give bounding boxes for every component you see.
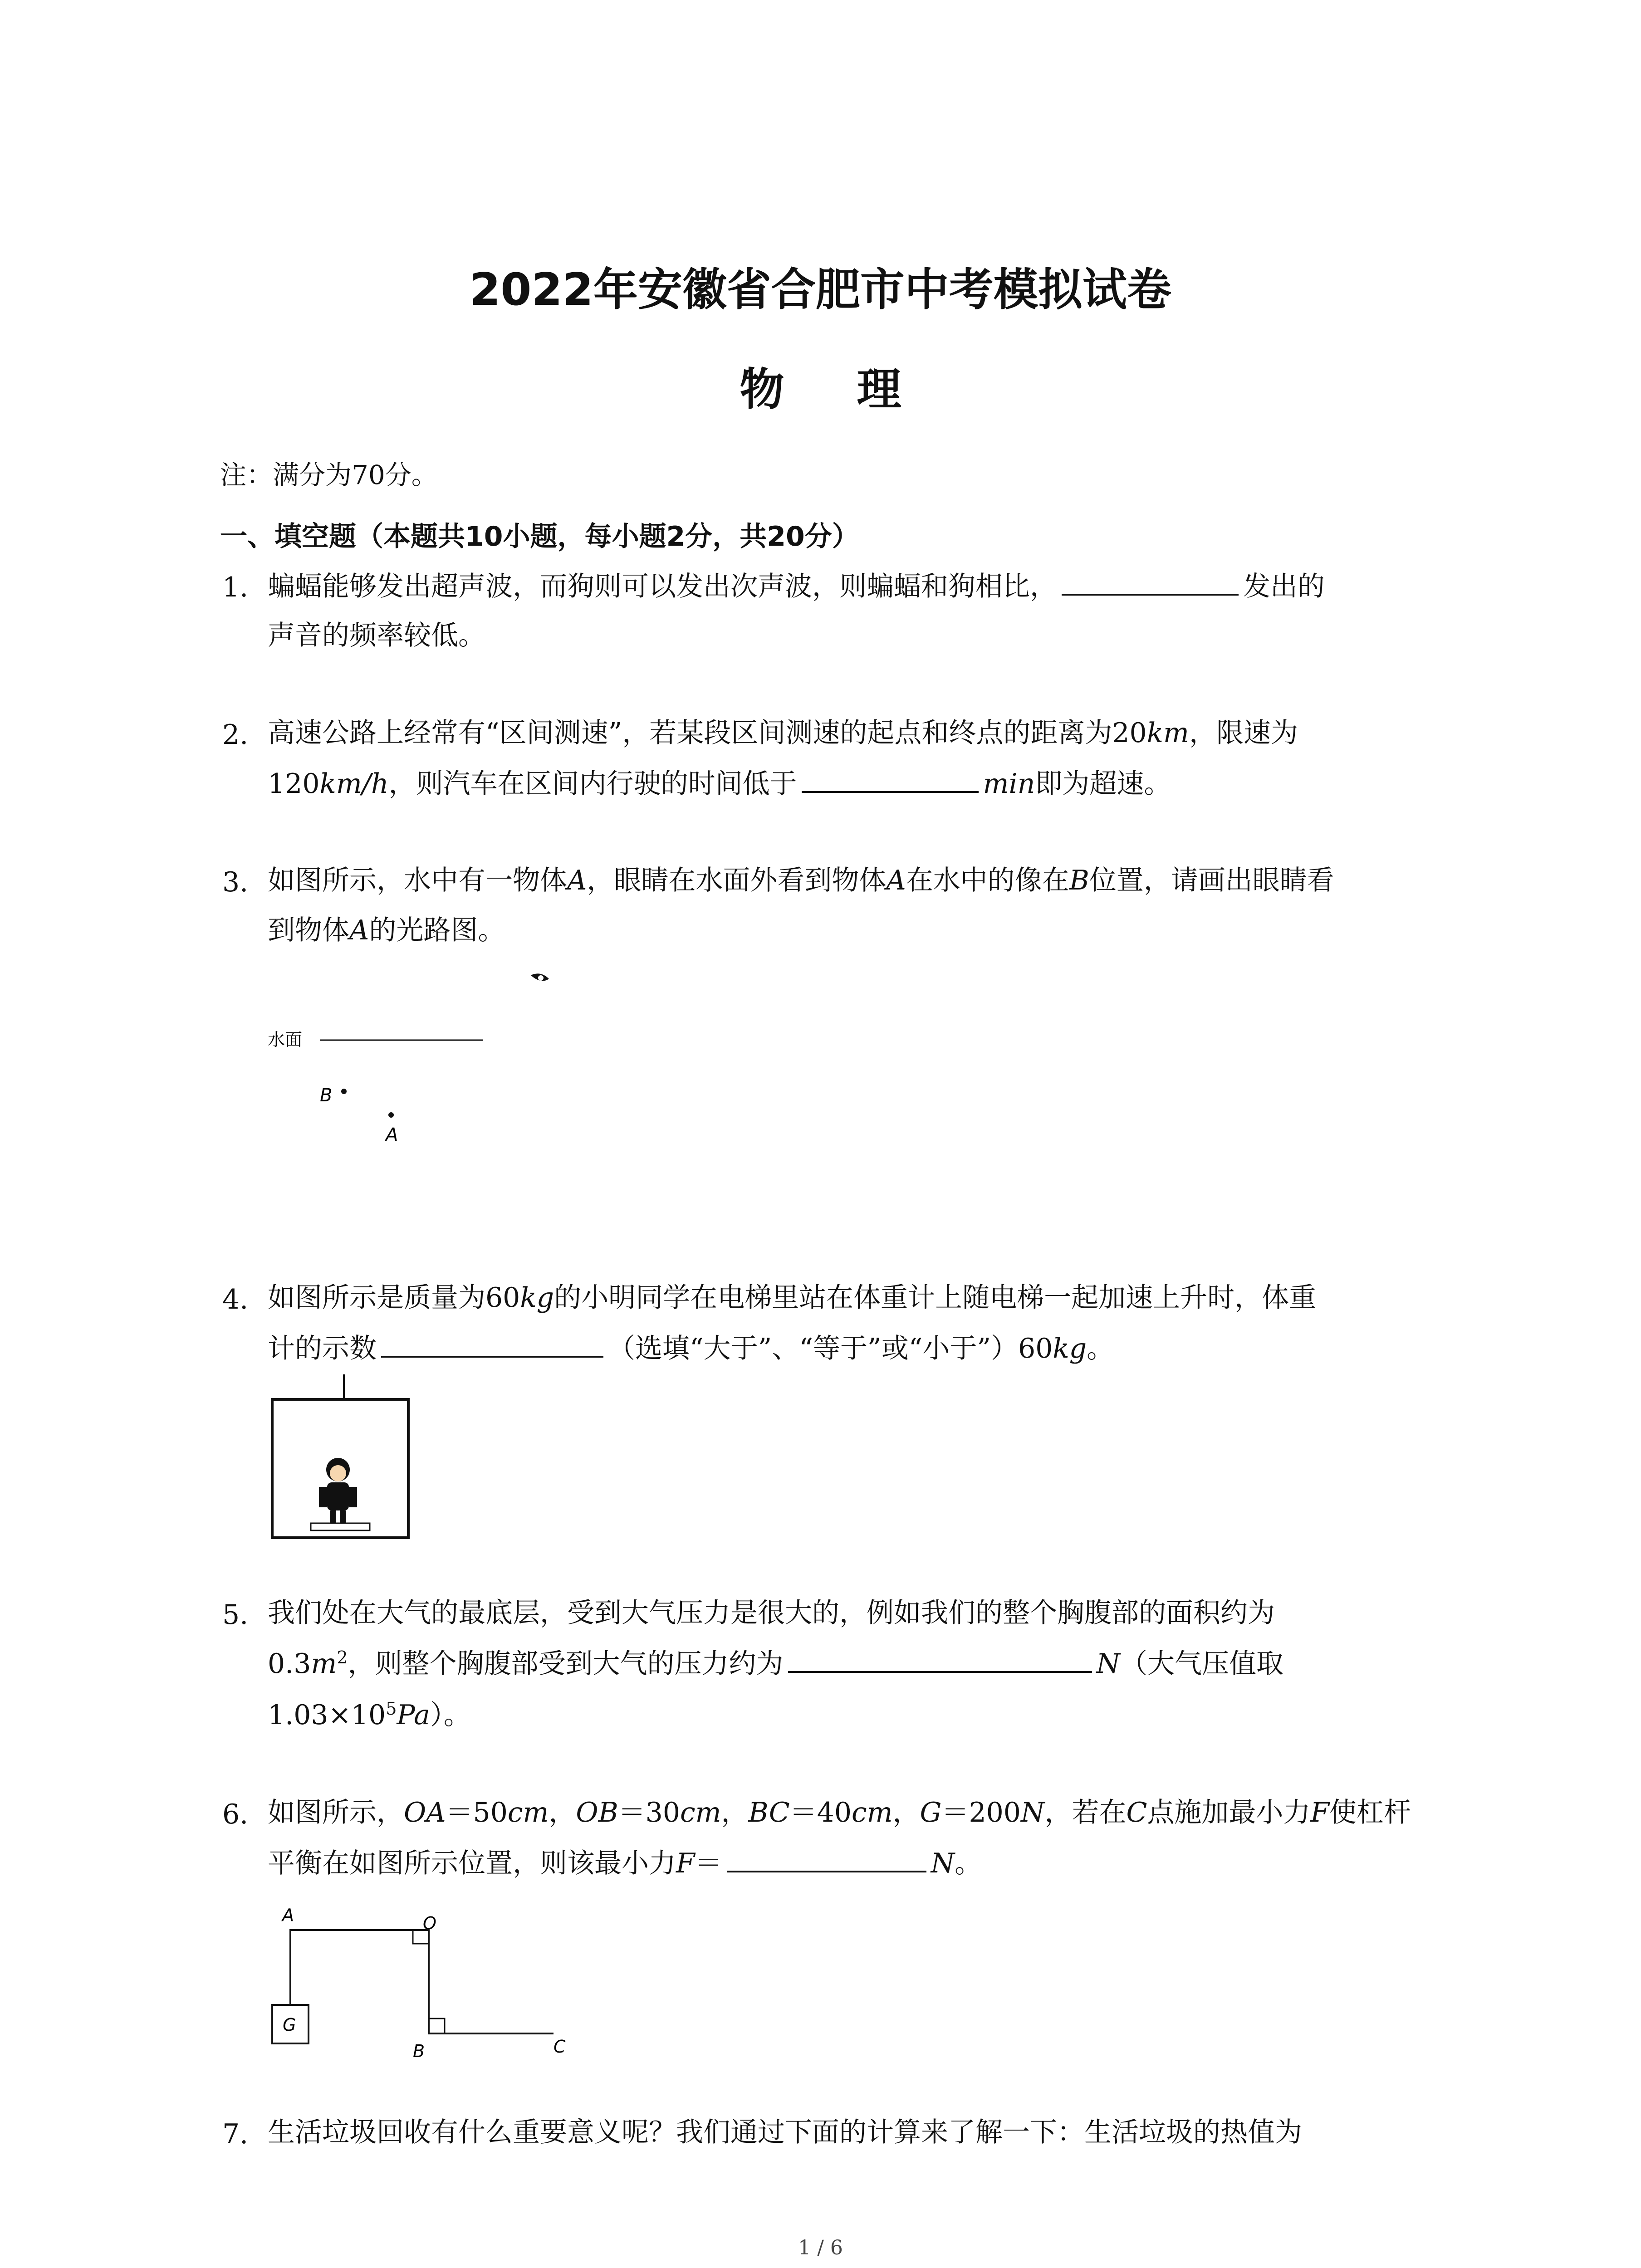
section-heading: 一、填空题（本题共10小题，每小题2分，共20分） [220, 521, 859, 552]
question-number: 7. [222, 2118, 249, 2150]
answer-blank[interactable] [727, 1846, 926, 1872]
question-number: 4. [222, 1284, 249, 1315]
question-text: 如图所示，水中有一物体A，眼睛在水面外看到物体A在水中的像在B位置，请画出眼睛看 [268, 865, 1334, 896]
page-number: 1 / 6 [798, 2236, 843, 2259]
point-a [388, 1112, 394, 1118]
right-angle-mark [429, 2019, 445, 2033]
question-text: 如图所示，OA＝50cm，OB＝30cm，BC＝40cm，G＝200N，若在C点施加最小力F使杠杆 [268, 1797, 1411, 1828]
answer-blank[interactable] [381, 1331, 603, 1358]
light-refraction-figure [259, 957, 622, 1161]
answer-blank[interactable] [1062, 569, 1239, 596]
question-text: 蝙蝠能够发出超声波，而狗则可以发出次声波，则蝙蝠和狗相比， 发出的 [268, 569, 1325, 603]
question-text: $0.3m^2$，则整个胸腹部受到大气的压力约为 N（大气压值取 [268, 1647, 1284, 1680]
question-text: 高速公路上经常有“区间测速”，若某段区间测速的起点和终点的距离为20km，限速为 [268, 717, 1298, 749]
question-number: 3. [222, 866, 249, 898]
water-surface-label: 水面 [268, 1030, 303, 1050]
answer-blank[interactable] [802, 767, 979, 793]
question-text: 声音的频率较低。 [268, 620, 485, 651]
page-title: 2022年安徽省合肥市中考模拟试卷 [470, 264, 1171, 316]
score-note: 注：满分为70分。 [220, 459, 438, 490]
scale [311, 1523, 370, 1530]
weight-label: G [283, 2015, 296, 2035]
point-b-label: B [320, 1085, 333, 1106]
point-b-label: B [413, 2041, 425, 2061]
question-number: 1. [222, 572, 249, 603]
student-figure [319, 1458, 357, 1523]
point-a-label: A [282, 1905, 294, 1925]
subject-title: 物理 [740, 364, 974, 415]
question-text: 我们处在大气的最底层，受到大气压力是很大的，例如我们的整个胸腹部的面积约为 [268, 1597, 1275, 1629]
question-text: 如图所示是质量为60kg的小明同学在电梯里站在体重计上随电梯一起加速上升时，体重 [268, 1282, 1317, 1314]
point-o-label: O [423, 1913, 436, 1933]
question-text: 120km/h，则汽车在区间内行驶的时间低于 min即为超速。 [268, 767, 1171, 800]
lever-figure [263, 1903, 590, 2066]
question-text: $1.03\times 10^5Pa$）。 [268, 1699, 471, 1731]
point-b [341, 1089, 347, 1094]
elevator-figure [270, 1374, 415, 1542]
question-number: 2. [222, 719, 249, 751]
question-number: 5. [222, 1599, 249, 1631]
question-text: 生活垃圾回收有什么重要意义呢？我们通过下面的计算来了解一下：生活垃圾的热值为 [268, 2116, 1302, 2148]
question-text: 计的示数 （选填“大于”、“等于”或“小于”）60kg。 [268, 1331, 1114, 1365]
question-text: 到物体A的光路图。 [268, 914, 505, 946]
question-number: 6. [222, 1799, 249, 1830]
answer-blank[interactable] [788, 1647, 1092, 1673]
lever-rod [290, 1930, 554, 2033]
point-c-label: C [554, 2037, 566, 2057]
question-text: 平衡在如图所示位置，则该最小力F＝ N。 [268, 1846, 982, 1880]
eye-icon [531, 973, 549, 981]
point-a-label: A [386, 1124, 398, 1145]
